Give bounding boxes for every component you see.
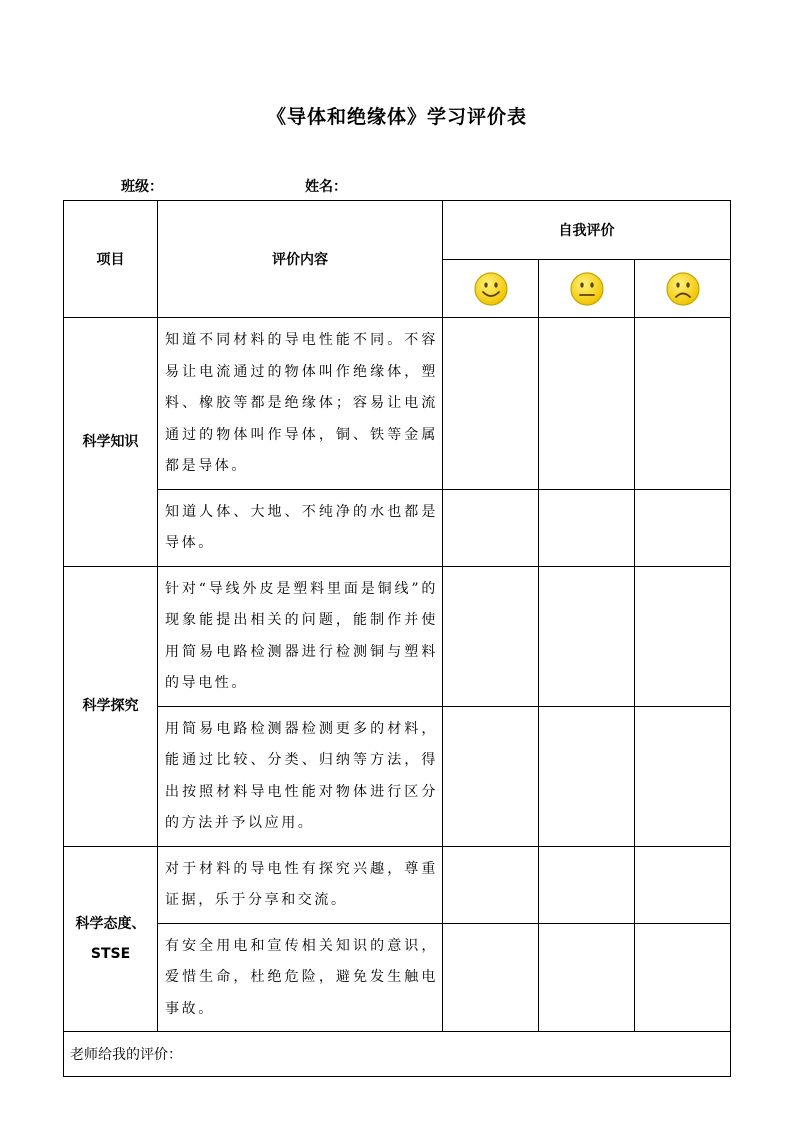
rating-cell[interactable] [443, 706, 539, 846]
name-label: 姓名： [305, 179, 347, 195]
rating-cell[interactable] [635, 489, 731, 566]
rating-cell[interactable] [539, 566, 635, 706]
rating-cell[interactable] [539, 489, 635, 566]
rating-cell[interactable] [443, 318, 539, 490]
face-cell-sad [635, 260, 731, 318]
rating-cell[interactable] [539, 923, 635, 1032]
header-self-eval: 自我评价 [443, 201, 731, 260]
face-cell-neutral [539, 260, 635, 318]
teacher-evaluation[interactable]: 老师给我的评价： [64, 1032, 731, 1077]
criterion-attitude-2: 有安全用电和宣传相关知识的意识，爱惜生命，杜绝危险，避免发生触电事故。 [158, 923, 443, 1032]
rating-cell[interactable] [539, 846, 635, 923]
rating-cell[interactable] [443, 566, 539, 706]
rating-cell[interactable] [443, 846, 539, 923]
header-project: 项目 [64, 201, 158, 318]
criterion-inquiry-1: 针对“导线外皮是塑料里面是铜线”的现象能提出相关的问题，能制作并使用简易电路检测器进行检测铜与塑料的导电性。 [158, 566, 443, 706]
criterion-inquiry-2: 用简易电路检测器检测更多的材料，能通过比较、分类、归纳等方法，得出按照材料导电性能对物体进行区分的方法并予以应用。 [158, 706, 443, 846]
header-content: 评价内容 [158, 201, 443, 318]
sad-face-icon [665, 271, 701, 307]
rating-cell[interactable] [635, 706, 731, 846]
criterion-knowledge-1: 知道不同材料的导电性能不同。不容易让电流通过的物体叫作绝缘体，塑料、橡胶等都是绝缘体；容易让电流通过的物体叫作导体，铜、铁等金属都是导体。 [158, 318, 443, 490]
face-cell-happy [443, 260, 539, 318]
category-attitude-line2: STSE [90, 945, 131, 962]
evaluation-table [63, 200, 731, 1077]
rating-cell[interactable] [635, 566, 731, 706]
rating-cell[interactable] [539, 706, 635, 846]
class-label: 班级： [121, 179, 163, 195]
happy-face-icon [473, 271, 509, 307]
category-attitude-line1: 科学态度、 [75, 915, 146, 932]
rating-cell[interactable] [539, 318, 635, 490]
rating-cell[interactable] [635, 318, 731, 490]
category-attitude-stse [64, 846, 158, 1032]
rating-cell[interactable] [635, 846, 731, 923]
rating-cell[interactable] [443, 489, 539, 566]
criterion-knowledge-2: 知道人体、大地、不纯净的水也都是导体。 [158, 489, 443, 566]
category-knowledge: 科学知识 [64, 318, 158, 567]
criterion-attitude-1: 对于材料的导电性有探究兴趣，尊重证据，乐于分享和交流。 [158, 846, 443, 923]
rating-cell[interactable] [635, 923, 731, 1032]
neutral-face-icon [569, 271, 605, 307]
page-title: 《导体和绝缘体》学习评价表 [266, 106, 527, 128]
rating-cell[interactable] [443, 923, 539, 1032]
category-inquiry: 科学探究 [64, 566, 158, 846]
